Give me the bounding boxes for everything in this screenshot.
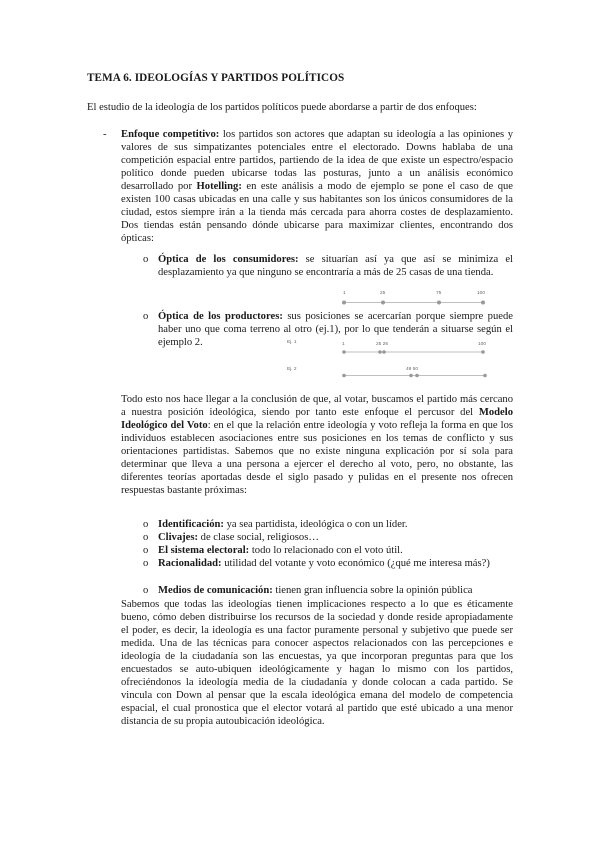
bullet-marker: o	[143, 558, 149, 569]
factor-label: Identificación:	[158, 519, 224, 530]
bullet-marker: o	[143, 311, 149, 322]
consumer-optics-diagram	[336, 286, 496, 308]
factor-label: Medios de comunicación:	[158, 585, 273, 596]
bullet-marker: o	[143, 532, 149, 543]
factor-item	[158, 544, 513, 557]
house-point	[481, 350, 485, 354]
tick-label: 1	[343, 291, 346, 296]
store-point	[409, 374, 413, 378]
consumer-optics-paragraph	[158, 253, 513, 279]
tick-label: 25	[380, 291, 386, 296]
tick-label: 75	[436, 291, 442, 296]
factor-item	[158, 584, 513, 597]
consumer-optics-text: se situarían así ya que así se minimiza el desplazamiento ya que ninguno se encontraría a más de 25 casas de una tienda.	[158, 254, 513, 279]
factor-label: Clivajes:	[158, 532, 199, 543]
bullet-marker: o	[143, 254, 149, 265]
producer-optics-diagram	[286, 336, 498, 378]
factor-text: ya sea partidista, ideológica o con un líder.	[223, 519, 408, 530]
house-point	[342, 350, 346, 354]
hotelling-text: en este análisis a modo de ejemplo se pone el caso de que existen 100 casas ubicadas en una calle y sus habitantes son los únicos consumidores de la ciudad, estos siempre irán a la tienda más cercada para ahorra costes de desplazamiento. Dos tiendas están pensando dónde ubicarse para maximizar clientes, encontrando dos ópticas:	[121, 181, 514, 245]
bullet-marker: o	[143, 545, 149, 556]
conclusion-text-2: : en el que la relación entre ideología y voto refleja la forma en que los individuos establecen asociaciones entre sus posiciones en los temas de conflicto y sus orientaciones partidistas. Sabemos que no existe ninguna explicación por sí sola para determinar que lleva a una persona a ejercer el derecho al voto, pero, no obstante, las diferentes teorías aportadas desde el siglo pasado y pulidas en el presente nos ofrecen respuestas bastante próximas:	[121, 420, 513, 497]
competitive-approach-label: Enfoque competitivo:	[121, 129, 220, 140]
bullet-marker: o	[143, 585, 149, 596]
example-1-label: Ej. 1	[287, 340, 297, 345]
factor-item	[158, 531, 513, 544]
tick-label: 100	[477, 291, 486, 296]
house-point	[481, 301, 485, 305]
factor-label: Racionalidad:	[158, 558, 222, 569]
competitive-approach-text: los partidos son actores que adaptan su ideología a las opiniones y valores de sus simpatizantes potenciales entre el electorado. Downs hablaba de una competición espacial entre partidos, partiendo de la idea de que existe un espectro/espacio político donde pueden ubicarse todas las posturas, junto a un análisis económico desarrollado por	[121, 129, 513, 193]
factor-item	[158, 518, 513, 531]
factor-text: tienen gran influencia sobre la opinión pública	[272, 585, 473, 596]
house-point	[483, 374, 487, 378]
intro-paragraph: El estudio de la ideología de los partidos políticos puede abordarse a partir de dos enfoques:	[87, 102, 477, 113]
tick-label: 49 50	[406, 367, 419, 372]
tick-label: 100	[478, 342, 487, 347]
bullet-marker: o	[143, 519, 149, 530]
store-point	[437, 301, 441, 305]
conclusion-text: Todo esto nos hace llegar a la conclusión de que, al votar, buscamos el partido más cercano a nuestra posición ideológica, siendo por tanto este enfoque el percusor del	[121, 394, 513, 419]
tick-label: 1	[342, 342, 345, 347]
voting-model-label: Modelo Ideológico del Voto	[121, 407, 513, 432]
factor-text: de clase social, religiosos…	[198, 532, 319, 543]
factor-text: utilidad del votante y voto económico (¿qué me interesa más?)	[221, 558, 490, 569]
producer-optics-text: sus posiciones se acercarían porque siempre puede haber uno que coma terreno al otro (ej.1), por lo que tenderán a situarse según el ejemplo 2.	[158, 311, 513, 349]
producer-optics-label: Óptica de los productores:	[158, 311, 283, 322]
consumer-optics-label: Óptica de los consumidores:	[158, 254, 299, 265]
factor-item	[158, 557, 513, 570]
house-point	[342, 301, 346, 305]
page-title: TEMA 6. IDEOLOGÍAS Y PARTIDOS POLÍTICOS	[87, 72, 345, 84]
example-2-label: Ej. 2	[287, 367, 297, 372]
closing-paragraph: Sabemos que todas las ideologías tienen implicaciones respecto a lo que es éticamente bueno, cómo deben distribuirse los recursos de la sociedad y donde reside apropiadamente el poder, es decir, la ideología es una factor puramente personal y subjetivo que puede ser medida. Una de las técnicas para conocer aspectos relacionados con las percepciones e ideología de la ciudadanía son las encuestas, ya que incorporan preguntas para que los encuestados se auto-ubiquen ideológicamente y hagan lo mismo con los partidos, ofreciéndonos la ideología media de la ciudadanía y donde colocan a cada partido. Se vincula con Down al pensar que la escala ideológica emana del modelo de competencia espacial, el cual pronostica que el elector votará al partido que esté ubicado a una menor distancia de su propia autoubicación ideológica.	[121, 599, 513, 728]
store-point	[382, 350, 386, 354]
competitive-approach-paragraph	[121, 128, 513, 245]
tick-label: 25 26	[376, 342, 389, 347]
factor-text: todo lo relacionado con el voto útil.	[249, 545, 403, 556]
store-point	[415, 374, 419, 378]
house-point	[342, 374, 346, 378]
factor-label: El sistema electoral:	[158, 545, 250, 556]
dash-marker: -	[103, 129, 107, 140]
store-point	[381, 301, 385, 305]
hotelling-label: Hotelling:	[196, 181, 242, 193]
store-point	[378, 350, 382, 354]
conclusion-paragraph	[121, 393, 513, 497]
